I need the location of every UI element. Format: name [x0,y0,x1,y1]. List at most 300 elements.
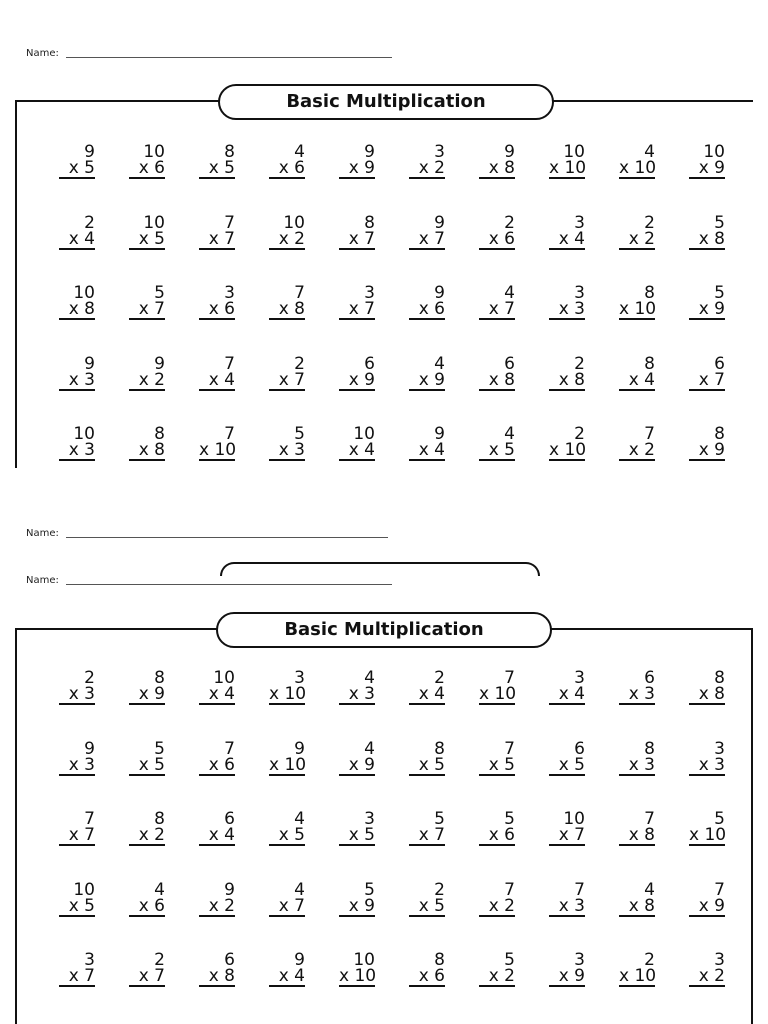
multiplicand: 4 [294,809,305,829]
multiplier: x 6 [129,898,165,917]
multiplicand: 6 [364,353,375,374]
problem-row [59,879,759,922]
multiplier: x 7 [129,301,165,320]
multiplicand: 4 [504,424,515,444]
multiplication-problem [339,144,375,179]
name-line-2[interactable] [26,528,59,539]
multiplicand: 5 [714,212,725,233]
multiplier: x 7 [59,827,95,846]
multiplication-problem [199,738,235,776]
name-underline [66,537,388,538]
multiplicand: 7 [504,668,515,688]
multiplicand: 10 [563,142,585,162]
multiplicand: 3 [574,950,585,970]
multiplicand: 2 [574,424,585,444]
multiplication-problem [269,144,305,179]
multiplicand: 6 [504,353,515,374]
multiplier: x 4 [199,827,235,846]
multiplier: x 3 [59,757,95,776]
multiplier: x 10 [269,754,307,775]
multiplicand: 8 [714,668,725,688]
multiplicand: 5 [504,809,515,829]
multiplicand: 3 [224,283,235,303]
multiplication-problem [269,212,305,250]
multiplicand: 2 [84,668,95,688]
multiplier: x 9 [549,968,585,987]
multiplication-problem [339,353,375,391]
multiplier: x 9 [339,160,375,179]
multiplier: x 3 [619,757,655,776]
multiplication-problem [689,952,725,987]
multiplicand: 8 [154,809,165,829]
problem-row [59,811,759,851]
multiplicand: 5 [714,809,725,829]
worksheet-title: Basic Multiplication [218,84,554,120]
multiplication-problem [479,212,515,250]
problem-row [59,426,759,466]
multiplicand: 10 [73,424,95,444]
multiplier: x 3 [549,898,585,917]
multiplicand: 10 [563,809,585,829]
multiplication-problem [199,285,235,320]
multiplier: x 3 [59,686,95,705]
multiplier: x 3 [59,442,95,461]
multiplier: x 2 [689,968,725,987]
multiplier: x 5 [479,442,515,461]
multiplicand: 3 [574,212,585,233]
multiplier: x 3 [269,442,305,461]
multiplier: x 4 [199,686,235,705]
multiplication-problem [59,285,95,320]
multiplication-problem [619,952,655,987]
multiplicand: 2 [574,353,585,374]
multiplier: x 8 [689,686,725,705]
multiplicand: 8 [644,353,655,374]
multiplication-problem [689,811,725,846]
multiplication-problem [59,738,95,776]
multiplier: x 6 [479,827,515,846]
multiplier: x 9 [689,898,725,917]
multiplicand: 4 [294,879,305,900]
multiplication-problem [199,811,235,846]
multiplication-problem [549,426,585,461]
multiplication-problem [269,353,305,391]
multiplication-problem [619,738,655,776]
multiplier: x 9 [339,757,375,776]
multiplier: x 8 [269,301,305,320]
problem-row [59,738,759,781]
multiplicand: 8 [434,738,445,759]
multiplier: x 8 [199,968,235,987]
multiplier: x 4 [409,686,445,705]
multiplicand: 2 [84,212,95,233]
multiplicand: 8 [154,424,165,444]
multiplication-problem [339,811,375,846]
multiplier: x 2 [129,827,165,846]
multiplier: x 5 [59,898,95,917]
multiplication-problem [619,670,655,705]
multiplicand: 5 [154,283,165,303]
multiplicand: 5 [364,879,375,900]
multiplication-problem [269,879,305,917]
multiplicand: 7 [504,879,515,900]
multiplier: x 7 [339,301,375,320]
multiplication-problem [619,879,655,917]
multiplicand: 4 [434,353,445,374]
multiplicand: 7 [294,283,305,303]
multiplicand: 9 [364,142,375,162]
multiplicand: 3 [714,950,725,970]
multiplication-problem [339,879,375,917]
multiplication-problem [269,426,305,461]
multiplier: x 10 [619,966,657,986]
multiplicand: 8 [364,212,375,233]
multiplier: x 9 [689,301,725,320]
multiplication-problem [339,426,375,461]
multiplier: x 4 [549,231,585,250]
multiplication-problem [269,811,305,846]
multiplicand: 9 [504,142,515,162]
multiplier: x 8 [619,827,655,846]
multiplier: x 5 [339,827,375,846]
name-label: Name: [26,48,59,59]
multiplication-problem [689,738,725,776]
multiplicand: 2 [644,212,655,233]
multiplier: x 9 [689,442,725,461]
multiplicand: 4 [504,283,515,303]
multiplication-problem [689,353,725,391]
multiplicand: 7 [224,424,235,444]
multiplication-problem [479,738,515,776]
multiplier: x 5 [409,757,445,776]
multiplicand: 10 [353,424,375,444]
multiplicand: 7 [574,879,585,900]
name-underline [66,584,392,585]
multiplier: x 9 [129,686,165,705]
multiplicand: 8 [434,950,445,970]
multiplier: x 4 [59,231,95,250]
multiplicand: 8 [644,283,655,303]
multiplication-problem [409,670,445,705]
multiplicand: 2 [644,950,655,970]
multiplication-problem [479,952,515,987]
multiplicand: 10 [73,283,95,303]
multiplication-problem [409,426,445,461]
multiplication-problem [549,879,585,917]
multiplier: x 8 [619,898,655,917]
multiplication-problem [199,144,235,179]
problem-row [59,353,759,396]
multiplication-problem [339,285,375,320]
multiplication-problem [59,144,95,179]
name-line-1[interactable] [26,48,59,59]
multiplication-problem [199,670,235,705]
multiplication-problem [339,670,375,705]
multiplicand: 2 [434,879,445,900]
multiplier: x 3 [619,686,655,705]
multiplication-problem [619,811,655,846]
multiplication-problem [479,811,515,846]
multiplier: x 5 [269,827,305,846]
multiplication-problem [129,212,165,250]
multiplier: x 7 [689,372,725,391]
multiplication-problem [689,879,725,917]
multiplier: x 8 [549,372,585,391]
frame-left [15,628,17,1024]
multiplication-problem [199,952,235,987]
multiplication-problem [269,670,305,705]
multiplication-problem [409,353,445,391]
multiplicand: 5 [434,809,445,829]
multiplication-problem [129,353,165,391]
multiplicand: 7 [504,738,515,759]
multiplier: x 4 [619,372,655,391]
multiplication-problem [59,670,95,705]
multiplicand: 7 [644,809,655,829]
multiplication-problem [199,426,235,461]
multiplier: x 6 [409,968,445,987]
multiplicand: 5 [504,950,515,970]
multiplier: x 2 [129,372,165,391]
multiplicand: 8 [224,142,235,162]
multiplier: x 9 [339,898,375,917]
multiplier: x 10 [619,299,657,319]
multiplication-problem [409,738,445,776]
multiplier: x 10 [549,440,587,460]
multiplicand: 9 [84,353,95,374]
multiplicand: 4 [644,879,655,900]
multiplication-problem [409,212,445,250]
multiplier: x 5 [409,898,445,917]
multiplier: x 6 [199,757,235,776]
multiplication-problem [59,879,95,917]
multiplier: x 2 [479,898,515,917]
multiplier: x 7 [549,827,585,846]
multiplier: x 2 [479,968,515,987]
multiplier: x 7 [269,372,305,391]
multiplication-problem [619,426,655,461]
multiplier: x 6 [269,160,305,179]
multiplier: x 4 [549,686,585,705]
multiplicand: 8 [714,424,725,444]
multiplicand: 4 [154,879,165,900]
multiplicand: 6 [224,950,235,970]
multiplier: x 10 [199,440,237,460]
multiplicand: 4 [644,142,655,162]
multiplier: x 8 [479,372,515,391]
multiplicand: 7 [224,738,235,759]
multiplication-problem [549,670,585,705]
multiplicand: 9 [434,212,445,233]
multiplication-problem [129,426,165,461]
multiplication-problem [549,952,585,987]
multiplier: x 10 [339,966,377,986]
multiplier: x 2 [199,898,235,917]
multiplication-problem [479,670,515,705]
multiplier: x 4 [409,442,445,461]
multiplier: x 6 [479,231,515,250]
problem-row [59,144,759,184]
multiplication-problem [549,285,585,320]
multiplicand: 3 [574,668,585,688]
multiplicand: 6 [714,353,725,374]
multiplicand: 9 [224,879,235,900]
multiplication-problem [689,285,725,320]
multiplier: x 10 [619,158,657,178]
multiplication-problem [339,212,375,250]
multiplication-problem [689,670,725,705]
multiplication-problem [689,144,725,179]
multiplier: x 10 [269,684,307,704]
multiplicand: 9 [434,283,445,303]
multiplication-problem [409,879,445,917]
multiplier: x 9 [689,160,725,179]
multiplication-problem [339,952,375,987]
multiplier: x 2 [409,160,445,179]
multiplier: x 5 [479,757,515,776]
multiplicand: 2 [294,353,305,374]
multiplier: x 6 [409,301,445,320]
multiplication-problem [689,212,725,250]
multiplier: x 2 [619,231,655,250]
multiplicand: 7 [714,879,725,900]
multiplication-problem [479,426,515,461]
multiplicand: 8 [154,668,165,688]
multiplicand: 10 [213,668,235,688]
multiplicand: 7 [84,809,95,829]
multiplication-problem [619,144,655,179]
multiplication-problem [479,285,515,320]
multiplier: x 10 [549,158,587,178]
multiplicand: 3 [364,283,375,303]
multiplication-problem [409,285,445,320]
frame-left [15,100,17,468]
problem-row [59,285,759,325]
multiplier: x 7 [479,301,515,320]
multiplier: x 5 [549,757,585,776]
multiplication-problem [129,879,165,917]
multiplicand: 5 [294,424,305,444]
problem-row [59,212,759,255]
multiplicand: 4 [364,738,375,759]
multiplication-problem [59,212,95,250]
multiplicand: 10 [353,950,375,970]
multiplicand: 9 [154,353,165,374]
multiplicand: 2 [154,950,165,970]
multiplication-problem [549,738,585,776]
multiplication-problem [129,144,165,179]
multiplicand: 10 [283,212,305,233]
multiplicand: 3 [434,142,445,162]
multiplication-problem [619,285,655,320]
multiplication-problem [129,811,165,846]
multiplier: x 2 [619,442,655,461]
multiplier: x 3 [339,686,375,705]
multiplication-problem [59,811,95,846]
multiplier: x 9 [409,372,445,391]
problem-row [59,670,759,710]
multiplication-problem [269,952,305,987]
multiplier: x 9 [339,372,375,391]
name-label: Name: [26,575,59,586]
multiplier: x 7 [339,231,375,250]
multiplicand: 10 [703,142,725,162]
multiplication-problem [199,212,235,250]
multiplier: x 4 [339,442,375,461]
multiplication-problem [59,952,95,987]
multiplier: x 7 [409,231,445,250]
multiplication-problem [409,952,445,987]
multiplier: x 6 [129,160,165,179]
problem-row [59,952,759,992]
multiplication-problem [129,285,165,320]
multiplicand: 7 [644,424,655,444]
multiplication-problem [689,426,725,461]
multiplicand: 7 [224,353,235,374]
multiplicand: 4 [364,668,375,688]
multiplicand: 3 [574,283,585,303]
multiplication-problem [479,879,515,917]
name-line-3[interactable] [26,575,59,586]
multiplication-problem [619,212,655,250]
multiplier: x 5 [199,160,235,179]
multiplicand: 9 [84,142,95,162]
multiplication-problem [409,811,445,846]
multiplier: x 7 [269,898,305,917]
multiplier: x 4 [269,968,305,987]
multiplier: x 5 [129,757,165,776]
multiplicand: 8 [644,738,655,759]
multiplicand: 10 [73,879,95,900]
multiplier: x 10 [689,825,727,845]
name-underline [66,57,392,58]
multiplicand: 3 [364,809,375,829]
multiplier: x 8 [689,231,725,250]
multiplication-problem [199,353,235,391]
multiplicand: 3 [294,668,305,688]
multiplication-problem [479,353,515,391]
multiplicand: 10 [143,212,165,233]
multiplication-problem [479,144,515,179]
worksheet-title: Basic Multiplication [216,612,552,648]
multiplier: x 7 [199,231,235,250]
multiplication-problem [339,738,375,776]
multiplication-problem [59,353,95,391]
multiplier: x 10 [479,684,517,704]
multiplication-problem [199,879,235,917]
multiplication-problem [269,285,305,320]
multiplier: x 6 [199,301,235,320]
multiplication-problem [129,738,165,776]
multiplication-problem [549,811,585,846]
multiplicand: 7 [224,212,235,233]
multiplier: x 3 [549,301,585,320]
multiplicand: 9 [294,738,305,759]
multiplicand: 9 [84,738,95,759]
multiplicand: 3 [84,950,95,970]
multiplier: x 7 [59,968,95,987]
multiplier: x 3 [689,757,725,776]
multiplicand: 2 [434,668,445,688]
multiplication-problem [269,738,307,776]
multiplicand: 6 [644,668,655,688]
multiplier: x 5 [59,160,95,179]
multiplicand: 5 [154,738,165,759]
multiplier: x 3 [59,372,95,391]
multiplier: x 8 [479,160,515,179]
multiplicand: 10 [143,142,165,162]
multiplicand: 6 [224,809,235,829]
